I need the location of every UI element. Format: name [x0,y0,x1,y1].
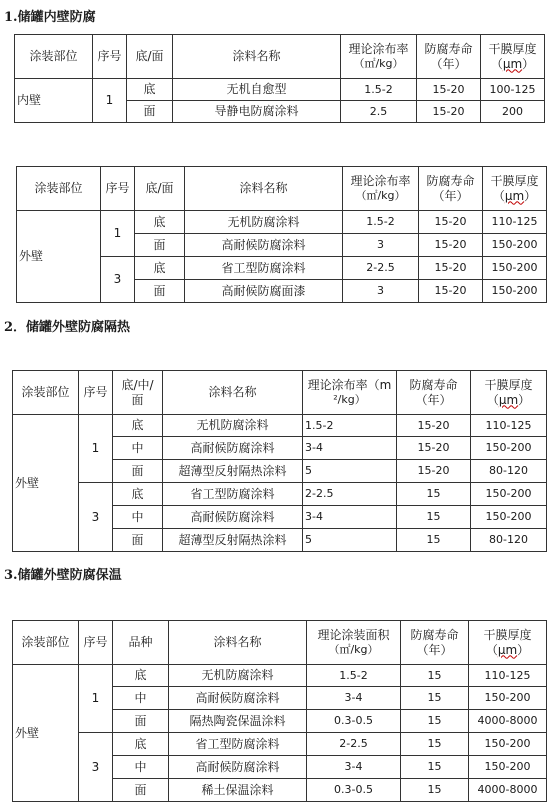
header-area: 理论涂装面积 （㎡/kg） [307,621,401,665]
header-life: 防腐寿命 （年） [397,371,471,415]
layer-cell: 中 [113,756,169,779]
thickness-cell: 110-125 [469,665,547,687]
thickness-cell: 100-125 [481,79,545,101]
thickness-cell: 150-200 [483,234,547,257]
layer-cell: 面 [135,280,185,303]
no-cell: 1 [101,211,135,257]
rate-cell: 3 [343,280,419,303]
rate-cell: 3 [343,234,419,257]
rate-cell: 3-4 [303,437,397,460]
life-cell: 15 [397,529,471,552]
life-cell: 15 [401,710,469,733]
life-cell: 15-20 [419,257,483,280]
coating-name-cell: 省工型防腐涂料 [185,257,343,280]
layer-cell: 面 [113,460,163,483]
layer-cell: 面 [113,779,169,802]
life-cell: 15-20 [419,234,483,257]
rate-cell: 5 [303,529,397,552]
header-layer: 底/中/ 面 [113,371,163,415]
thickness-cell: 150-200 [471,437,547,460]
life-cell: 15 [401,687,469,710]
table-header-row [13,621,547,665]
coating-name-cell: 高耐候防腐涂料 [163,437,303,460]
header-rate: 理论涂布率 （㎡/kg） [341,35,417,79]
coating-name-cell: 无机防腐涂料 [163,415,303,437]
coating-name-cell: 超薄型反射隔热涂料 [163,529,303,552]
header-variety: 品种 [113,621,169,665]
header-life: 防腐寿命 （年） [417,35,481,79]
table-header-row [13,371,547,415]
header-coating-name: 涂料名称 [163,371,303,415]
header-no: 序号 [79,371,113,415]
rate-cell: 1.5-2 [341,79,417,101]
table-inner-wall [14,34,545,123]
table-outer-wall-insulation [12,370,547,552]
table-header-row [15,35,545,79]
header-coating-name: 涂料名称 [185,167,343,211]
header-life: 防腐寿命 （年） [419,167,483,211]
coating-name-cell: 无机防腐涂料 [169,665,307,687]
layer-cell: 底 [113,483,163,506]
no-cell: 1 [93,79,127,123]
life-cell: 15 [401,733,469,756]
life-cell: 15-20 [397,415,471,437]
rate-cell: 3-4 [303,506,397,529]
coating-name-cell: 无机自愈型 [173,79,341,101]
rate-cell: 1.5-2 [303,415,397,437]
life-cell: 15-20 [397,460,471,483]
area-cell: 3-4 [307,687,401,710]
header-thickness: 干膜厚度 （μm） [471,371,547,415]
no-cell: 1 [79,415,113,483]
table-row [13,665,547,687]
area-cell: 0.3-0.5 [307,779,401,802]
part-cell: 外壁 [17,211,101,303]
header-no: 序号 [101,167,135,211]
thickness-cell: 150-200 [471,506,547,529]
life-cell: 15 [401,665,469,687]
life-cell: 15 [397,483,471,506]
section-1-title: 1.储罐内壁防腐 [4,10,96,25]
no-cell: 3 [101,257,135,303]
table-row [15,79,545,101]
header-no: 序号 [93,35,127,79]
table-outer-wall-thermal [12,620,547,802]
header-layer: 底/面 [135,167,185,211]
header-part: 涂装部位 [13,371,79,415]
header-part: 涂装部位 [15,35,93,79]
layer-cell: 面 [135,234,185,257]
coating-name-cell: 隔热陶瓷保温涂料 [169,710,307,733]
life-cell: 15 [401,779,469,802]
layer-cell: 中 [113,687,169,710]
coating-name-cell: 省工型防腐涂料 [163,483,303,506]
section-3-title: 3.储罐外壁防腐保温 [4,568,122,583]
header-rate: 理论涂布率 （㎡/kg） [343,167,419,211]
header-thickness: 干膜厚度 （μm） [481,35,545,79]
coating-name-cell: 稀土保温涂料 [169,779,307,802]
layer-cell: 底 [135,257,185,280]
life-cell: 15-20 [397,437,471,460]
table-row [13,415,547,437]
no-cell: 3 [79,733,113,802]
coating-name-cell: 高耐候防腐面漆 [185,280,343,303]
coating-name-cell: 无机防腐涂料 [185,211,343,234]
coating-name-cell: 导静电防腐涂料 [173,101,341,123]
rate-cell: 2-2.5 [303,483,397,506]
thickness-cell: 150-200 [469,687,547,710]
layer-cell: 底 [113,733,169,756]
layer-cell: 面 [113,529,163,552]
header-part: 涂装部位 [17,167,101,211]
layer-cell: 底 [135,211,185,234]
area-cell: 1.5-2 [307,665,401,687]
thickness-cell: 110-125 [471,415,547,437]
header-coating-name: 涂料名称 [169,621,307,665]
header-thickness: 干膜厚度 （μm） [483,167,547,211]
area-cell: 0.3-0.5 [307,710,401,733]
table-row [13,733,547,756]
table-header-row [17,167,547,211]
area-cell: 3-4 [307,756,401,779]
coating-name-cell: 高耐候防腐涂料 [169,756,307,779]
life-cell: 15-20 [417,101,481,123]
layer-cell: 中 [113,506,163,529]
table-outer-wall [16,166,547,303]
thickness-cell: 150-200 [483,280,547,303]
table-row [17,211,547,234]
thickness-cell: 110-125 [483,211,547,234]
life-cell: 15 [401,756,469,779]
layer-cell: 面 [127,101,173,123]
header-coating-name: 涂料名称 [173,35,341,79]
section-2-title: 2．储罐外壁防腐隔热 [4,320,131,335]
layer-cell: 面 [113,710,169,733]
no-cell: 3 [79,483,113,552]
header-thickness: 干膜厚度 （μm） [469,621,547,665]
layer-cell: 中 [113,437,163,460]
part-cell: 外壁 [13,415,79,552]
thickness-cell: 150-200 [483,257,547,280]
part-cell: 内壁 [15,79,93,123]
rate-cell: 2.5 [341,101,417,123]
header-rate: 理论涂布率（m ²/kg） [303,371,397,415]
thickness-cell: 80-120 [471,460,547,483]
area-cell: 2-2.5 [307,733,401,756]
life-cell: 15-20 [419,211,483,234]
layer-cell: 底 [113,415,163,437]
coating-name-cell: 超薄型反射隔热涂料 [163,460,303,483]
coating-name-cell: 高耐候防腐涂料 [169,687,307,710]
header-no: 序号 [79,621,113,665]
layer-cell: 底 [113,665,169,687]
life-cell: 15 [397,506,471,529]
rate-cell: 5 [303,460,397,483]
thickness-cell: 150-200 [469,756,547,779]
table-row [13,483,547,506]
rate-cell: 1.5-2 [343,211,419,234]
thickness-cell: 200 [481,101,545,123]
header-part: 涂装部位 [13,621,79,665]
thickness-cell: 4000-8000 [469,710,547,733]
no-cell: 1 [79,665,113,733]
coating-name-cell: 高耐候防腐涂料 [185,234,343,257]
thickness-cell: 80-120 [471,529,547,552]
thickness-cell: 150-200 [471,483,547,506]
header-layer: 底/面 [127,35,173,79]
thickness-cell: 150-200 [469,733,547,756]
coating-name-cell: 高耐候防腐涂料 [163,506,303,529]
part-cell: 外壁 [13,665,79,802]
header-life: 防腐寿命 （年） [401,621,469,665]
thickness-cell: 4000-8000 [469,779,547,802]
life-cell: 15-20 [417,79,481,101]
rate-cell: 2-2.5 [343,257,419,280]
life-cell: 15-20 [419,280,483,303]
layer-cell: 底 [127,79,173,101]
coating-name-cell: 省工型防腐涂料 [169,733,307,756]
